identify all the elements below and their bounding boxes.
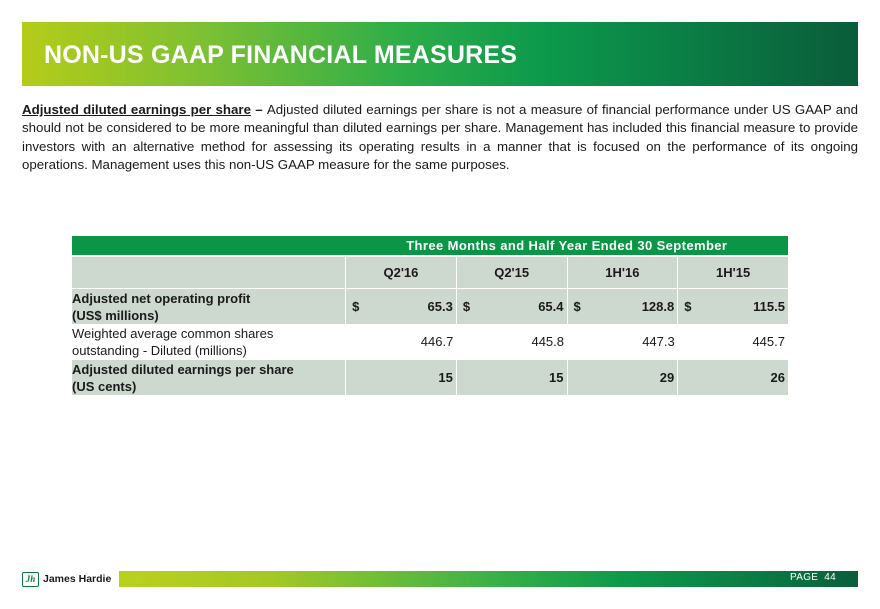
table-cell (567, 360, 678, 396)
row-label (72, 360, 346, 396)
james-hardie-logo-icon: Jh (22, 572, 39, 587)
row-label-line1: Adjusted net operating profit (72, 290, 251, 306)
intro-paragraph (22, 101, 858, 175)
cell-value: 29 (659, 370, 675, 385)
page-label: PAGE (790, 572, 819, 583)
column-header-q2-16: Q2'16 (346, 256, 457, 289)
cell-value: 447.3 (642, 334, 675, 349)
title-bar (22, 22, 858, 86)
column-header-row (72, 256, 788, 289)
table-cell (456, 324, 567, 360)
cell-value: 15 (438, 370, 453, 385)
currency-symbol: $ (462, 299, 471, 314)
cell-value: 128.8 (641, 299, 675, 314)
brand-logo (22, 570, 119, 588)
table-row-weighted-shares (72, 324, 788, 360)
column-header-1h-16: 1H'16 (567, 256, 678, 289)
cell-value: 26 (770, 370, 785, 385)
intro-dash: – (251, 102, 267, 117)
table-row-net-operating-profit (72, 289, 788, 325)
intro-term: Adjusted diluted earnings per share (22, 102, 252, 117)
period-header: Three Months and Half Year Ended 30 September (346, 236, 788, 256)
table-cell (567, 289, 678, 325)
table-cell (346, 324, 457, 360)
table-cell (346, 360, 457, 396)
period-header-row (72, 236, 788, 256)
row-label-line1: Weighted average common shares (72, 325, 274, 341)
cell-value: 65.4 (538, 299, 564, 314)
financial-table (72, 236, 788, 395)
table-cell (678, 289, 788, 325)
table-row-diluted-eps (72, 360, 788, 396)
row-label-line1: Adjusted diluted earnings per share (72, 361, 294, 377)
currency-symbol: $ (684, 299, 692, 314)
currency-symbol: $ (352, 299, 360, 314)
table-cell (678, 324, 788, 360)
cell-value: 15 (549, 370, 564, 385)
currency-symbol: $ (573, 299, 581, 314)
page-title: NON-US GAAP FINANCIAL MEASURES (44, 40, 518, 69)
footer-bar (22, 571, 858, 587)
column-header-blank (72, 256, 346, 289)
cell-value: 446.7 (420, 334, 454, 349)
page-indicator (790, 572, 836, 583)
row-label-line2: (US cents) (72, 378, 137, 394)
column-header-1h-15: 1H'15 (678, 256, 788, 289)
table-cell (456, 289, 567, 325)
page-number: 44 (824, 572, 836, 583)
table-cell (678, 360, 788, 396)
cell-value: 445.7 (752, 334, 785, 349)
period-header-blank (72, 236, 346, 256)
table-cell (567, 324, 678, 360)
intro-text: Adjusted diluted earnings per share is not a measure of financial performance under US GAAP and should not be considered to be more meaningful than diluted earnings per share. Management has included this financial measure to provide investors with an alternative method for assessing its operating results in a manner that is focused on the performance of its ongoing operations. Management uses this non-US GAAP measure for the same purposes. (22, 102, 858, 173)
row-label-line2: (US$ millions) (72, 307, 159, 323)
row-label (72, 324, 346, 360)
table-cell (346, 289, 457, 325)
row-label-line2: outstanding - Diluted (millions) (72, 342, 247, 358)
cell-value: 445.8 (531, 334, 565, 349)
cell-value: 115.5 (753, 299, 785, 314)
row-label (72, 289, 346, 325)
brand-name: James Hardie (43, 573, 112, 585)
column-header-q2-15: Q2'15 (456, 256, 567, 289)
cell-value: 65.3 (427, 299, 453, 314)
table-cell (456, 360, 567, 396)
